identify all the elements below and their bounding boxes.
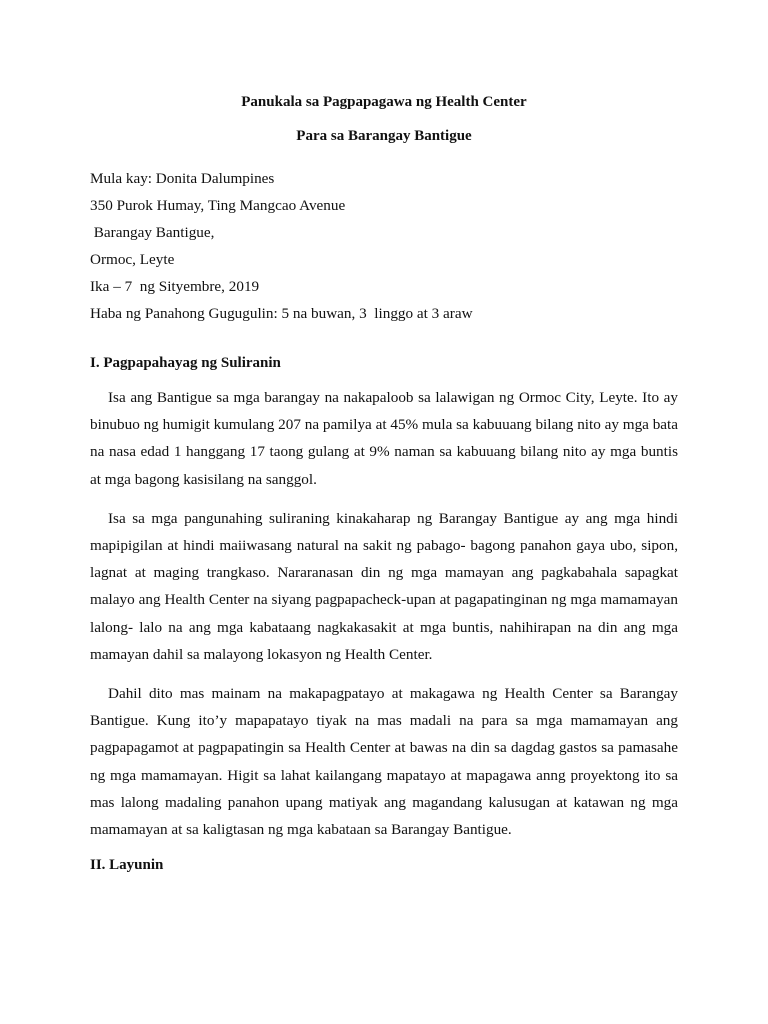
document-date-line: Ika – 7 ng Sityembre, 2019	[90, 278, 260, 295]
paragraph: Isa ang Bantigue sa mga barangay na nakapaloob sa lalawigan ng Ormoc City, Leyte. Ito ay binubuo ng humigit kumulang 207 na pamilya at 45% mula sa kabuuang bilang nito ay mga bata na nasa edad 1 hanggang 17 taong gulang at 9% naman sa kabuuang bilang nito ay mga buntis at mga bagong kasisilang na sanggol.	[90, 389, 678, 488]
document-body	[90, 93, 678, 874]
paragraph: Isa sa mga pangunahing suliraning kinakaharap ng Barangay Bantigue ay ang mga hindi mapipigilan at hindi maiiwasang natural na sakit ng pabago- bagong panahon gaya ubo, sipon, lagnat at maging trangkaso. Nararanasan din ng mga mamayan ang pagkabahala sapagkat malayo ang Health Center na siyang pagpapacheck-upan at pagapatinginan ng mga mamamayan lalong- lalo na ang mga kabataang nagkakasakit at mga buntis, nahihirapan na din ang mga mamayan dahil sa malayong lokasyon ng Health Center.	[90, 509, 678, 663]
document-title: Panukala sa Pagpapagawa ng Health Center	[241, 94, 527, 110]
section-heading-layunin: II. Layunin	[90, 857, 164, 874]
paragraph: Dahil dito mas mainam na makapagpatayo at makagawa ng Health Center sa Barangay Bantigue. Kung ito’y mapapatayo tiyak na mas madali na para sa mga mamamayan ang pagpapagamot at pagpapatingin sa Health Center at bawas na din sa dagdag gastos sa pamasahe ng mga mamamayan. Higit sa lahat kailangang mapatayo at mapagawa anng proyektong ito sa mas lalong madaling panahon upang matiyak ang magandang kalusugan at katawan ng mga mamamayan at sa kaligtasan ng mga kabataan sa Barangay Bantigue.	[90, 685, 678, 839]
sender-city-line: Ormoc, Leyte	[90, 251, 175, 268]
sender-barangay-line: Barangay Bantigue,	[90, 224, 215, 241]
section-heading-suliranin: I. Pagpapahayag ng Suliranin	[90, 355, 281, 371]
sender-address-line: 350 Purok Humay, Ting Mangcao Avenue	[90, 197, 346, 214]
document-subtitle: Para sa Barangay Bantigue	[296, 128, 472, 144]
sender-block	[90, 165, 678, 327]
duration-line: Haba ng Panahong Gugugulin: 5 na buwan, 3 linggo at 3 araw	[90, 305, 473, 322]
sender-name-line: Mula kay: Donita Dalumpines	[90, 170, 275, 187]
